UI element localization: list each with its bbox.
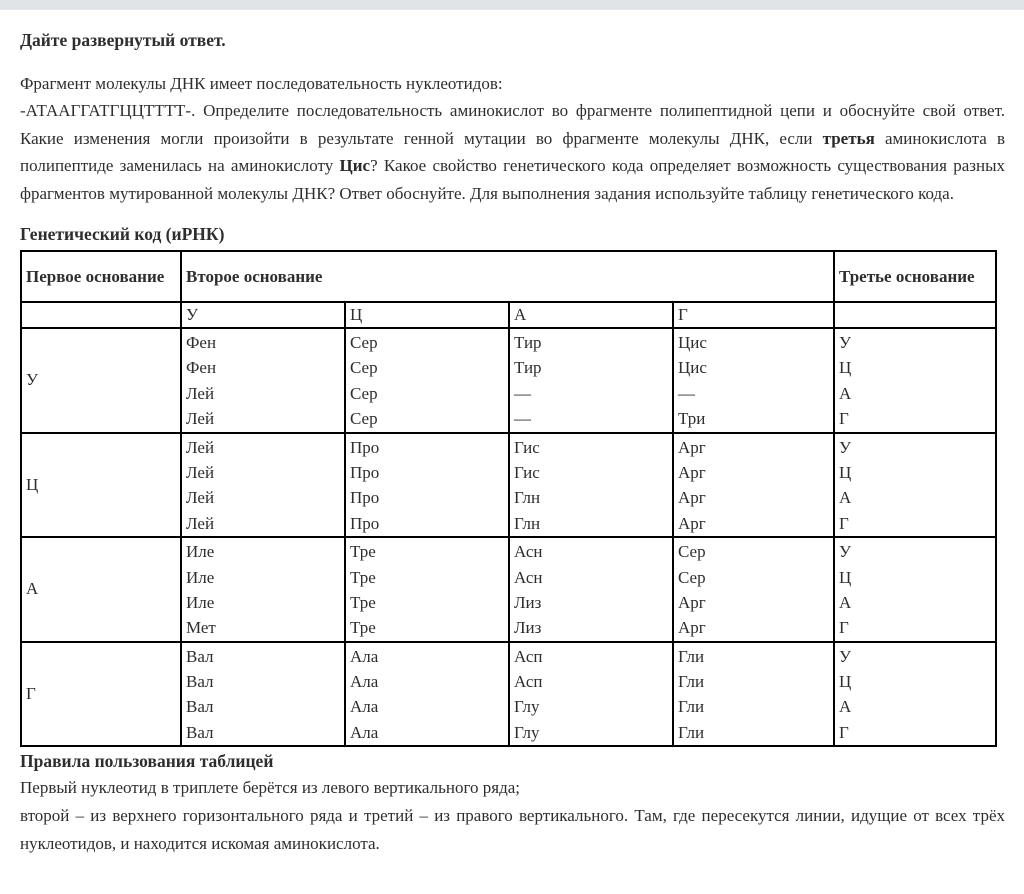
amino-acid: Арг xyxy=(678,592,706,612)
third-base-letter: У xyxy=(839,333,852,352)
corner-cell xyxy=(834,302,996,328)
amino-acid: Арг xyxy=(678,462,706,482)
rules-line-1: Первый нуклеотид в триплете берётся из левого вертикального ряда; xyxy=(20,778,520,798)
rules-heading: Правила пользования таблицей xyxy=(20,751,274,772)
amino-acid-cell xyxy=(673,537,834,642)
amino-acid: Тир xyxy=(514,358,542,378)
amino-acid: Про xyxy=(350,513,380,533)
amino-acid-cell xyxy=(345,328,509,433)
amino-acid: Про xyxy=(350,462,380,482)
codon-row xyxy=(21,433,996,538)
amino-acid: Сер xyxy=(350,383,378,403)
amino-acid-cell xyxy=(181,537,345,642)
genetic-code-table-body xyxy=(21,328,996,746)
amino-acid: Ала xyxy=(350,697,379,717)
amino-acid: — xyxy=(514,383,531,403)
amino-acid: Три xyxy=(678,409,706,429)
amino-acid: Лей xyxy=(186,513,215,533)
codon-row xyxy=(21,537,996,642)
amino-acid: Асп xyxy=(514,646,543,666)
amino-acid: Тре xyxy=(350,592,376,612)
second-base-letter: Г xyxy=(673,302,834,328)
amino-acid: Гли xyxy=(678,672,705,692)
third-base-cell xyxy=(834,328,996,433)
amino-acid: Ала xyxy=(350,646,379,666)
rules-line-2: второй – из верхнего горизонтального ряда и третий – из правого вертикального. Там, где пересекутся линии, идущие от всех трёх нуклеотидов, и находится искомая аминокислота. xyxy=(20,806,1005,854)
question-body-part2: аминокислота в полипептиде заменилась на аминокислоту xyxy=(20,128,1006,175)
amino-acid: Тре xyxy=(350,567,376,587)
amino-acid: Цис xyxy=(678,358,707,378)
amino-acid: Гис xyxy=(514,462,540,482)
question-body xyxy=(20,97,1005,207)
third-base-letter: А xyxy=(839,697,852,717)
amino-acid: Глн xyxy=(514,513,541,533)
amino-acid: Асн xyxy=(514,542,543,562)
amino-acid: Лей xyxy=(186,462,215,482)
amino-acid: Лей xyxy=(186,383,215,403)
third-base-letter: А xyxy=(839,383,852,403)
third-base-letter: Г xyxy=(839,409,849,429)
second-base-letter: А xyxy=(509,302,673,328)
amino-acid: Фен xyxy=(186,333,217,352)
amino-acid: Вал xyxy=(186,646,214,666)
amino-acid: Сер xyxy=(350,333,378,352)
question-heading: Дайте развернутый ответ. xyxy=(20,30,226,50)
amino-acid: Глу xyxy=(514,722,540,742)
third-base-letter: Ц xyxy=(839,672,852,692)
first-base-cell: А xyxy=(21,537,181,642)
first-base-header: Первое основание xyxy=(21,251,181,302)
corner-cell xyxy=(21,302,181,328)
amino-acid: Вал xyxy=(186,722,214,742)
amino-acid-cell xyxy=(181,433,345,538)
amino-acid: Сер xyxy=(678,542,706,562)
amino-acid: Про xyxy=(350,488,380,508)
amino-acid-cell xyxy=(345,433,509,538)
codon-row xyxy=(21,328,996,433)
genetic-code-table xyxy=(20,250,997,747)
amino-acid: — xyxy=(514,409,531,429)
amino-acid-cell xyxy=(509,328,673,433)
amino-acid-cell xyxy=(673,328,834,433)
amino-acid: Цис xyxy=(678,333,707,352)
third-base-letter: Ц xyxy=(839,358,852,378)
third-base-letter: А xyxy=(839,592,852,612)
third-base-letter: Г xyxy=(839,618,849,638)
amino-acid-cell xyxy=(345,537,509,642)
third-base-letter: Г xyxy=(839,513,849,533)
amino-acid: Иле xyxy=(186,592,215,612)
amino-acid: Вал xyxy=(186,697,214,717)
amino-acid: Арг xyxy=(678,513,706,533)
amino-acid-cell xyxy=(509,537,673,642)
amino-acid: Гли xyxy=(678,646,705,666)
amino-acid: Гли xyxy=(678,722,705,742)
amino-acid: Лиз xyxy=(514,618,542,638)
amino-acid-cell xyxy=(181,328,345,433)
amino-acid: Арг xyxy=(678,618,706,638)
first-base-cell: Ц xyxy=(21,433,181,538)
third-base-letter: А xyxy=(839,488,852,508)
amino-acid: Вал xyxy=(186,672,214,692)
top-bar xyxy=(0,0,1024,10)
amino-acid: Фен xyxy=(186,358,217,378)
amino-acid: Тир xyxy=(514,333,542,352)
amino-acid: Арг xyxy=(678,437,706,457)
amino-acid-cell xyxy=(673,642,834,747)
amino-acid: Глн xyxy=(514,488,541,508)
amino-acid: — xyxy=(678,383,695,403)
amino-acid: Гис xyxy=(514,437,540,457)
second-base-letter: Ц xyxy=(345,302,509,328)
amino-acid: Лей xyxy=(186,409,215,429)
amino-acid: Сер xyxy=(350,358,378,378)
first-base-cell: Г xyxy=(21,642,181,747)
third-base-letter: Ц xyxy=(839,567,852,587)
amino-acid: Тре xyxy=(350,618,376,638)
third-base-letter: Ц xyxy=(839,462,852,482)
third-base-cell xyxy=(834,642,996,747)
question-body-part3: ? Какое свойство генетического кода определяет возможность существования разных фрагментов мутированной молекулы ДНК? Ответ обоснуйте. Для выполнения задания используйте таблицу генетического кода. xyxy=(20,156,1006,203)
amino-acid: Арг xyxy=(678,488,706,508)
third-base-header: Третье основание xyxy=(834,251,996,302)
amino-acid: Гли xyxy=(678,697,705,717)
amino-acid: Иле xyxy=(186,567,215,587)
amino-acid-cell xyxy=(509,433,673,538)
third-base-letter: У xyxy=(839,437,852,457)
amino-acid: Глу xyxy=(514,697,540,717)
amino-acid: Мет xyxy=(186,618,216,638)
first-base-cell: У xyxy=(21,328,181,433)
third-base-cell xyxy=(834,433,996,538)
question-intro: Фрагмент молекулы ДНК имеет последовательность нуклеотидов: xyxy=(20,74,503,93)
amino-acid: Асн xyxy=(514,567,543,587)
document-page xyxy=(0,10,1024,858)
amino-acid: Ала xyxy=(350,672,379,692)
amino-acid: Про xyxy=(350,437,380,457)
amino-acid-cell xyxy=(673,433,834,538)
amino-acid: Сер xyxy=(350,409,378,429)
amino-acid: Ала xyxy=(350,722,379,742)
second-base-header: Второе основание xyxy=(181,251,834,302)
second-base-letter: У xyxy=(181,302,345,328)
third-base-cell xyxy=(834,537,996,642)
amino-acid: Иле xyxy=(186,542,215,562)
genetic-code-table-title: Генетический код (иРНК) xyxy=(20,224,225,244)
amino-acid: Асп xyxy=(514,672,543,692)
amino-acid: Тре xyxy=(350,542,376,562)
amino-acid: Лиз xyxy=(514,592,542,612)
amino-acid-cell xyxy=(509,642,673,747)
amino-acid: Лей xyxy=(186,488,215,508)
amino-acid-cell xyxy=(345,642,509,747)
second-base-letters-row xyxy=(21,302,996,328)
third-base-letter: У xyxy=(839,542,852,562)
question-bold-word1: третья xyxy=(822,128,875,148)
amino-acid: Лей xyxy=(186,437,215,457)
codon-row xyxy=(21,642,996,747)
amino-acid-cell xyxy=(181,642,345,747)
question-bold-word2: Цис xyxy=(339,156,371,175)
question-body-part1: -АТААГГАТГЦЦТТТТ-. Определите последовательность аминокислот во фрагменте полипептидной цепи и обоснуйте свой ответ. Какие изменения могли произойти в результате генной мутации во фрагменте молекулы ДНК, если xyxy=(20,101,1005,148)
third-base-letter: Г xyxy=(839,722,849,742)
table-header-row xyxy=(21,251,996,302)
amino-acid: Сер xyxy=(678,567,706,587)
third-base-letter: У xyxy=(839,646,852,666)
